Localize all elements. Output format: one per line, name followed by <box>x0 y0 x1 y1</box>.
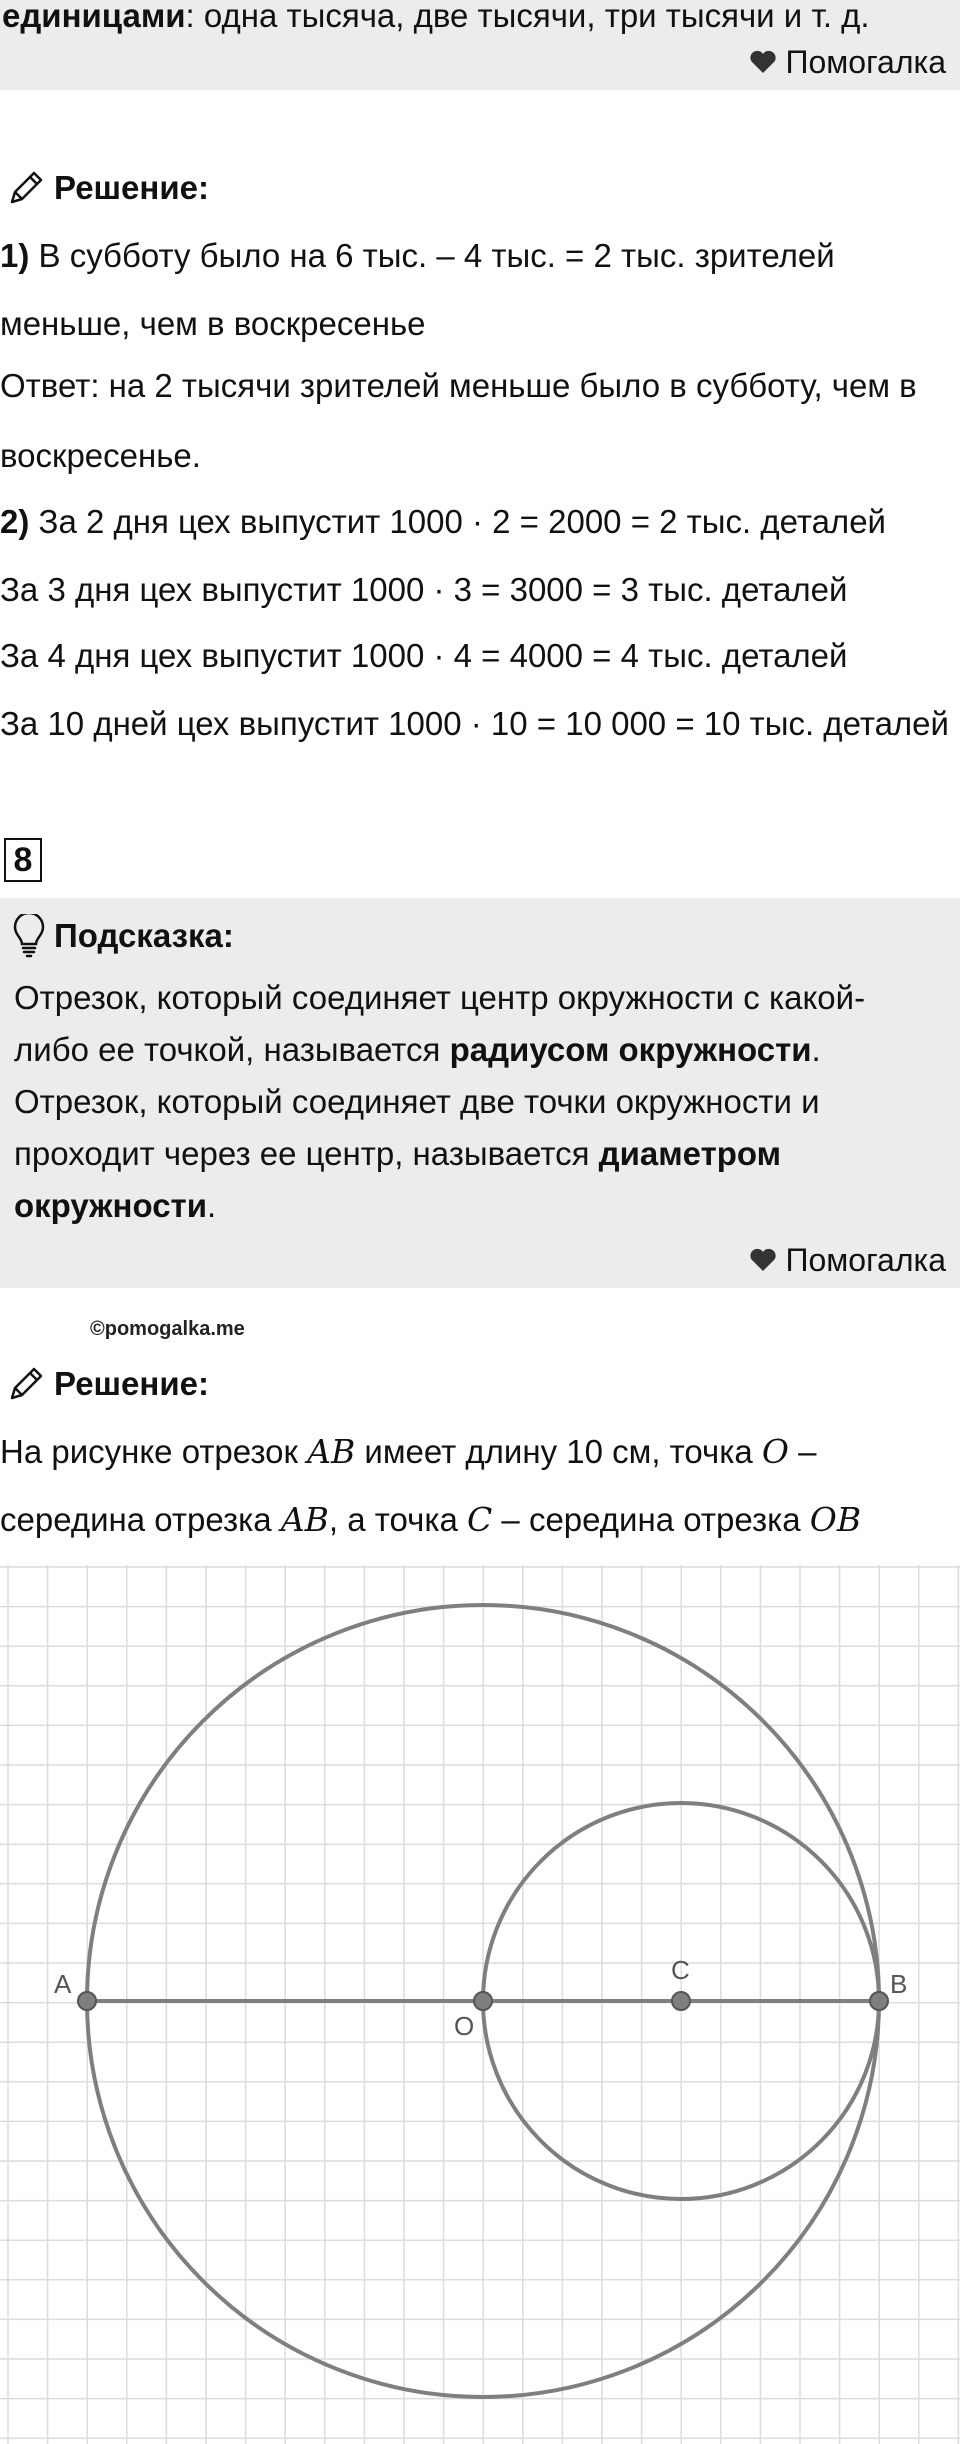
hint-line <box>14 978 865 1018</box>
line-text: середина отрезка <box>0 1501 281 1538</box>
solution1-line <box>0 436 201 476</box>
line-text: За 2 дня цех выпустит 1000 · 2 = 2000 = 2 тыс. деталей <box>29 503 886 540</box>
math-var: AB <box>280 1500 329 1539</box>
task-number: 8 <box>4 838 42 882</box>
hint-bold-term: диаметром <box>598 1135 782 1172</box>
hint-line <box>14 1186 216 1226</box>
brand-label <box>749 1240 946 1280</box>
solution1-line <box>0 636 847 676</box>
line-text: За 4 дня цех выпустит 1000 · 4 = 4000 = 4 тыс. деталей <box>0 637 848 674</box>
hint-line <box>14 1030 821 1070</box>
solution2-line <box>0 1432 817 1472</box>
math-var: AB <box>307 1432 356 1471</box>
point-c <box>672 1992 690 2010</box>
label-c: C <box>671 1955 690 1985</box>
line-text: – середина отрезка <box>492 1501 810 1538</box>
solution2-line <box>0 1500 861 1540</box>
item-number: 2) <box>0 503 30 540</box>
solution1-line <box>0 502 886 542</box>
label-b: B <box>890 1969 908 1999</box>
hint-text: . <box>207 1187 217 1224</box>
solution-heading-text: Решение: <box>54 169 209 206</box>
math-var: O <box>761 1432 789 1471</box>
hint-text: Отрезок, который соединяет центр окружности с какой- <box>14 979 866 1016</box>
line-text: имеет длину 10 см, точка <box>355 1433 762 1470</box>
watermark: ©pomogalka.me <box>90 1318 245 1340</box>
label-o: O <box>454 2011 475 2041</box>
hint-bold-term: окружности <box>14 1187 208 1224</box>
line-text: Ответ: на 2 тысячи зрителей меньше было в субботу, чем в <box>0 367 917 404</box>
math-var: C <box>467 1500 493 1539</box>
pencil-icon <box>6 168 46 208</box>
line-text: – <box>788 1433 817 1470</box>
solution1-line <box>0 366 917 406</box>
hint-text: . <box>811 1031 821 1068</box>
lightbulb-icon <box>12 914 46 958</box>
hint-top-text <box>2 0 870 36</box>
hint-bold-term: радиусом окружности <box>449 1031 812 1068</box>
solution-heading-text: Решение: <box>54 1365 209 1402</box>
hint-heading <box>12 914 234 958</box>
hint-text: Отрезок, который соединяет две точки окружности и <box>14 1083 820 1120</box>
math-var: OB <box>809 1500 862 1539</box>
brand-text: Помогалка <box>785 44 946 80</box>
solution1-line <box>0 304 426 344</box>
brand-text: Помогалка <box>785 1242 946 1278</box>
solution-heading-2 <box>6 1364 209 1404</box>
line-text: В субботу было на 6 тыс. – 4 тыс. = 2 тыс. зрителей <box>29 237 835 274</box>
solution1-line <box>0 704 949 744</box>
circle-figure <box>0 1565 960 2444</box>
solution1-line <box>0 570 847 610</box>
line-text: На рисунке отрезок <box>0 1433 308 1470</box>
line-text: , а точка <box>328 1501 468 1538</box>
pencil-icon <box>6 1364 46 1404</box>
label-a: A <box>54 1969 72 1999</box>
line-text: За 10 дней цех выпустит 1000 · 10 = 10 000 = 10 тыс. деталей <box>0 705 949 742</box>
hint-line <box>14 1082 820 1122</box>
hint-top-rest: : одна тысяча, две тысячи, три тысячи и т. д. <box>185 0 870 34</box>
line-text: За 3 дня цех выпустит 1000 · 3 = 3000 = 3 тыс. деталей <box>0 571 848 608</box>
hint-heading-text: Подсказка: <box>54 917 234 954</box>
line-text: меньше, чем в воскресенье <box>0 305 426 342</box>
hint-top-bold: единицами <box>2 0 186 34</box>
item-number: 1) <box>0 237 30 274</box>
point-o <box>474 1992 492 2010</box>
line-text: воскресенье. <box>0 437 201 474</box>
point-b <box>870 1992 888 2010</box>
hint-text: либо ее точкой, называется <box>14 1031 450 1068</box>
brand-label-top <box>749 42 946 82</box>
solution1-line <box>0 236 835 276</box>
hint-line <box>14 1134 781 1174</box>
point-a <box>78 1992 96 2010</box>
solution-heading-1 <box>6 168 209 208</box>
hint-text: проходит через ее центр, называется <box>14 1135 599 1172</box>
heart-icon <box>749 1248 777 1272</box>
heart-icon <box>749 50 777 74</box>
